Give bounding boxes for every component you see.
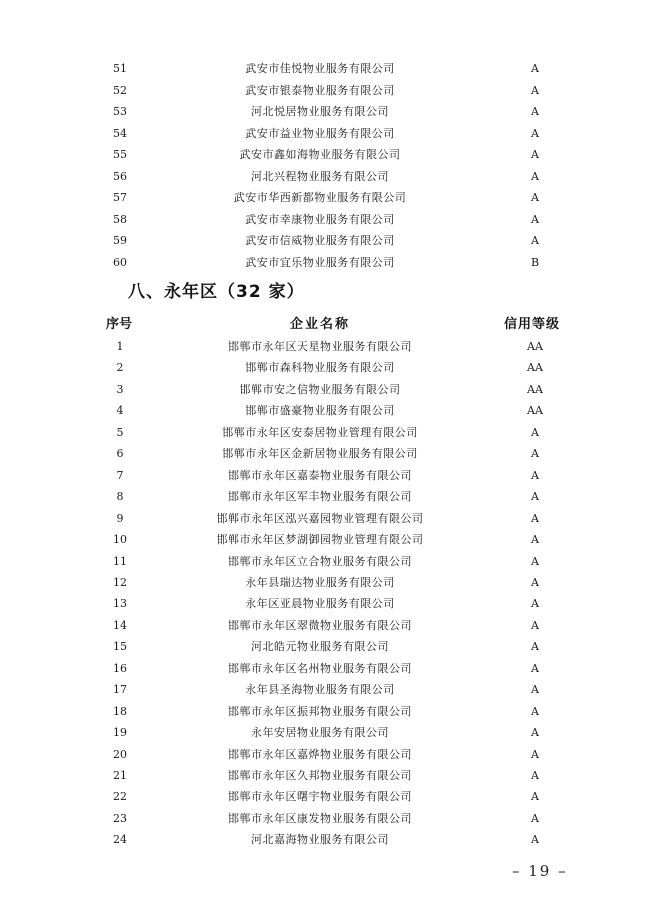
credit-grade: A xyxy=(531,533,539,547)
row-number: 22 xyxy=(113,790,127,804)
row-number: 21 xyxy=(113,769,127,782)
company-name: 邯郸市森科物业服务有限公司 xyxy=(245,361,395,375)
company-name: 武安市佳悦物业服务有限公司 xyxy=(245,62,395,75)
row-number: 14 xyxy=(113,618,127,632)
company-name: 武安市宜乐物业服务有限公司 xyxy=(245,255,395,269)
credit-grade: A xyxy=(531,234,539,247)
table-row xyxy=(0,744,651,765)
company-name: 武安市鑫如海物业服务有限公司 xyxy=(239,148,401,161)
company-name: 武安市华西新都物业服务有限公司 xyxy=(233,191,407,204)
table-row xyxy=(0,357,651,378)
company-name: 邯郸市永年区立合物业服务有限公司 xyxy=(228,554,412,568)
company-name: 邯郸市永年区泓兴嘉园物业管理有限公司 xyxy=(216,511,424,525)
credit-grade: A xyxy=(531,425,539,439)
table-row xyxy=(0,166,651,187)
credit-grade: A xyxy=(531,105,539,118)
company-name: 永年区亚晨物业服务有限公司 xyxy=(245,597,395,611)
company-name: 邯郸市永年区军丰物业服务有限公司 xyxy=(228,490,412,504)
table-row xyxy=(0,123,651,144)
row-number: 13 xyxy=(113,597,127,611)
credit-grade: AA xyxy=(527,340,543,353)
table-row xyxy=(0,679,651,700)
table-row xyxy=(0,465,651,486)
company-name: 武安市益业物业服务有限公司 xyxy=(245,126,395,140)
row-number: 8 xyxy=(116,490,124,504)
row-number: 58 xyxy=(113,212,127,226)
company-name: 永年县圣海物业服务有限公司 xyxy=(245,683,395,697)
company-name: 邯郸市永年区安泰居物业管理有限公司 xyxy=(222,425,418,439)
section-title: 八、永年区（32 家） xyxy=(128,282,305,302)
company-name: 邯郸市永年区振邦物业服务有限公司 xyxy=(228,704,412,718)
credit-grade: A xyxy=(531,575,539,589)
credit-grade: A xyxy=(531,62,539,75)
credit-grade: A xyxy=(531,704,539,718)
table-row xyxy=(0,551,651,572)
table-row xyxy=(0,829,651,850)
table-row xyxy=(0,658,651,679)
credit-grade: A xyxy=(531,618,539,632)
credit-grade: A xyxy=(531,726,539,740)
table-row xyxy=(0,187,651,208)
company-name: 河北兴程物业服务有限公司 xyxy=(251,169,389,183)
company-name: 河北皓元物业服务有限公司 xyxy=(251,640,389,654)
row-number: 19 xyxy=(113,726,127,740)
credit-grade: A xyxy=(531,833,539,847)
table-row xyxy=(0,400,651,421)
table-row xyxy=(0,786,651,807)
table-row xyxy=(0,508,651,529)
header-no: 序号 xyxy=(106,317,133,332)
row-number: 60 xyxy=(113,255,127,269)
row-number: 52 xyxy=(113,83,127,97)
table-row xyxy=(0,209,651,230)
company-name: 邯郸市盛豪物业服务有限公司 xyxy=(245,404,395,418)
table-row xyxy=(0,422,651,443)
row-number: 57 xyxy=(113,191,127,204)
credit-grade: A xyxy=(531,661,539,675)
table-row xyxy=(0,80,651,101)
row-number: 56 xyxy=(113,169,127,183)
company-name: 邯郸市永年区嘉泰物业服务有限公司 xyxy=(228,468,412,482)
credit-grade: AA xyxy=(527,382,543,396)
credit-grade: A xyxy=(531,511,539,525)
table-row xyxy=(0,529,651,550)
credit-grade: A xyxy=(531,554,539,568)
row-number: 18 xyxy=(113,704,127,718)
row-number: 4 xyxy=(116,404,124,418)
row-number: 15 xyxy=(113,640,127,654)
row-number: 54 xyxy=(113,126,127,140)
company-name: 永年县瑞达物业服务有限公司 xyxy=(245,575,395,589)
table-row xyxy=(0,572,651,593)
company-name: 邯郸市安之信物业服务有限公司 xyxy=(239,382,401,396)
company-name: 邯郸市永年区梦湖御园物业管理有限公司 xyxy=(216,533,424,547)
row-number: 17 xyxy=(113,683,127,697)
table-row xyxy=(0,593,651,614)
credit-grade: A xyxy=(531,790,539,804)
row-number: 1 xyxy=(116,340,124,353)
credit-grade: A xyxy=(531,169,539,183)
row-number: 53 xyxy=(113,105,127,118)
row-number: 24 xyxy=(113,833,127,847)
company-name: 河北嘉海物业服务有限公司 xyxy=(251,833,389,847)
row-number: 3 xyxy=(116,382,124,396)
page-number: – 19 – xyxy=(512,862,568,880)
company-name: 邯郸市永年区久邦物业服务有限公司 xyxy=(228,769,412,782)
row-number: 9 xyxy=(116,511,124,525)
credit-grade: A xyxy=(531,769,539,782)
credit-grade: A xyxy=(531,683,539,697)
credit-grade: A xyxy=(531,468,539,482)
credit-grade: A xyxy=(531,191,539,204)
company-name: 永年安居物业服务有限公司 xyxy=(251,726,389,740)
company-name: 邯郸市永年区金新居物业服务有限公司 xyxy=(222,447,418,461)
credit-grade: A xyxy=(531,212,539,226)
credit-grade: A xyxy=(531,597,539,611)
table-row xyxy=(0,336,651,357)
table-row xyxy=(0,379,651,400)
row-number: 16 xyxy=(113,661,127,675)
table-row xyxy=(0,101,651,122)
row-number: 7 xyxy=(116,468,124,482)
company-name: 武安市银泰物业服务有限公司 xyxy=(245,83,395,97)
credit-grade: A xyxy=(531,747,539,761)
credit-grade: A xyxy=(531,126,539,140)
credit-grade: A xyxy=(531,447,539,461)
row-number: 12 xyxy=(113,575,127,589)
row-number: 5 xyxy=(116,425,124,439)
company-name: 河北悦居物业服务有限公司 xyxy=(251,105,389,118)
credit-grade: AA xyxy=(527,361,543,375)
company-name: 邯郸市永年区翠微物业服务有限公司 xyxy=(228,618,412,632)
company-name: 邯郸市永年区天星物业服务有限公司 xyxy=(228,340,412,353)
company-name: 武安市信威物业服务有限公司 xyxy=(245,234,395,247)
row-number: 2 xyxy=(116,361,124,375)
table-row xyxy=(0,615,651,636)
row-number: 20 xyxy=(113,747,127,761)
row-number: 55 xyxy=(113,148,127,161)
credit-grade: B xyxy=(530,255,540,269)
header-grade: 信用等级 xyxy=(504,317,561,332)
table-row xyxy=(0,486,651,507)
company-name: 邯郸市永年区嘉烨物业服务有限公司 xyxy=(228,747,412,761)
company-name: 武安市幸康物业服务有限公司 xyxy=(245,212,395,226)
row-number: 51 xyxy=(113,62,127,75)
credit-grade: A xyxy=(531,640,539,654)
credit-grade: A xyxy=(531,148,539,161)
credit-grade: A xyxy=(531,811,539,825)
credit-grade: AA xyxy=(527,404,543,418)
table-row xyxy=(0,765,651,786)
table-row xyxy=(0,443,651,464)
row-number: 59 xyxy=(113,234,127,247)
table-row xyxy=(0,636,651,657)
row-number: 11 xyxy=(113,554,127,568)
row-number: 6 xyxy=(116,447,124,461)
company-name: 邯郸市永年区康发物业服务有限公司 xyxy=(228,811,412,825)
row-number: 23 xyxy=(113,811,127,825)
table-row xyxy=(0,252,651,273)
credit-grade: A xyxy=(531,83,539,97)
table-row xyxy=(0,144,651,165)
table-row xyxy=(0,701,651,722)
row-number: 10 xyxy=(113,533,127,547)
company-name: 邯郸市永年区名州物业服务有限公司 xyxy=(228,661,412,675)
table-row xyxy=(0,230,651,251)
table-row xyxy=(0,808,651,829)
header-name: 企业名称 xyxy=(290,317,351,332)
table-row xyxy=(0,58,651,79)
company-name: 邯郸市永年区曙宇物业服务有限公司 xyxy=(228,790,412,804)
table-row xyxy=(0,722,651,743)
credit-grade: A xyxy=(531,490,539,504)
